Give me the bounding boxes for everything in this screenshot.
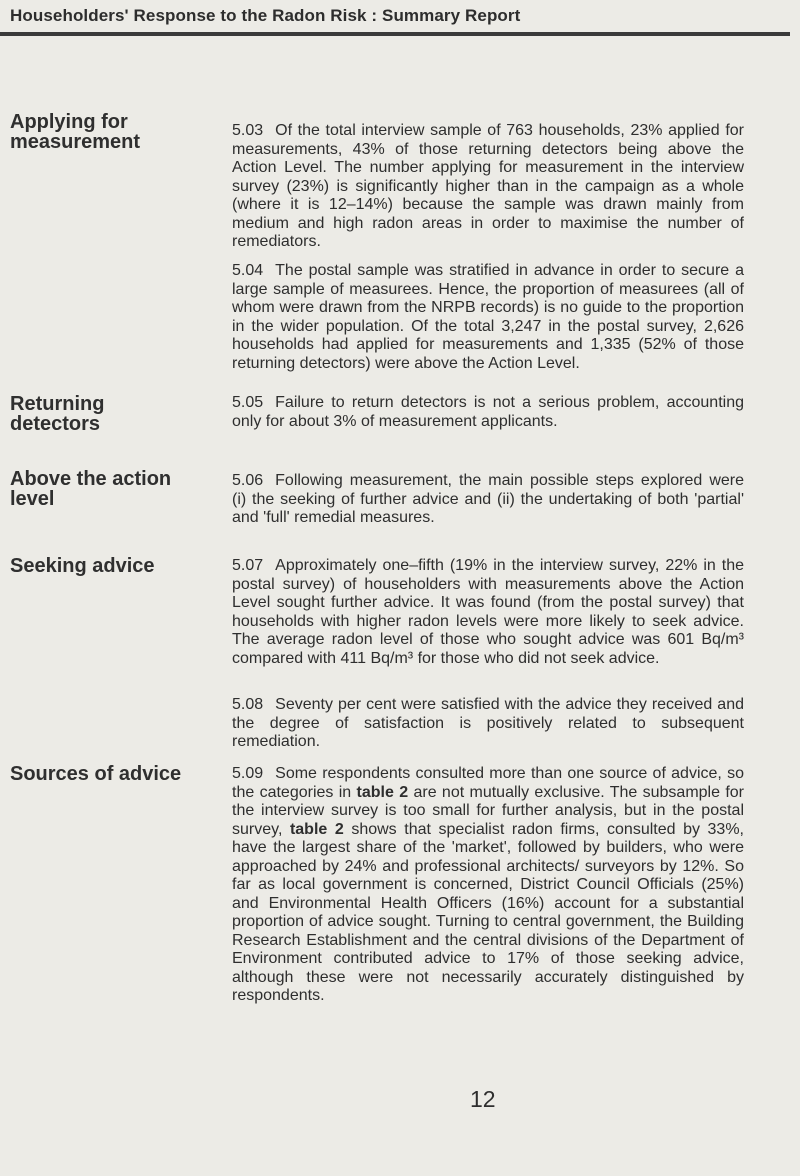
paragraph-text: Seventy per cent were satisfied with the advice they received and the degree of satisfaction is positively related to subsequent remediation. xyxy=(232,696,744,750)
paragraph-number: 5.04 xyxy=(232,262,264,279)
report-title: Householders' Response to the Radon Risk : Summary Report xyxy=(10,6,521,25)
paragraph-5-07 xyxy=(232,557,744,668)
paragraph-number: 5.05 xyxy=(232,394,264,411)
paragraph-5-09 xyxy=(232,765,744,1006)
paragraph-5-06 xyxy=(232,472,744,528)
paragraph-text: Approximately one–fifth (19% in the interview survey, 22% in the postal survey) of householders with measurements above the Action Level sought further advice. It was found (from the postal survey) that households with higher radon levels were more likely to seek advice. The average radon level of those who sought advice was 601 Bq/m³ compared with 411 Bq/m³ for those who did not seek advice. xyxy=(232,557,744,667)
paragraph-text-post: shows that specialist radon firms, consulted by 33%, have the largest share of the 'market', followed by builders, who were approached by 24% and professional architects/ surveyors by 12%. So far as local government is concerned, District Council Officials (25%) and Environmental Health Officers (16%) account for a substantial proportion of advice sought. Turning to central government, the Building Research Establishment and the central divisions of the Department of Environment contributed advice to 17% of those seeking advice, although these were not necessarily accurately distinguished by respondents. xyxy=(232,820,745,1004)
paragraph-text-pre: Some respondents consulted more than one source of advice, so the categories in xyxy=(232,765,744,801)
page-header xyxy=(0,0,800,36)
side-heading-line: Sources of advice xyxy=(10,763,182,785)
paragraph-number: 5.09 xyxy=(232,765,264,782)
side-heading-above-action xyxy=(10,469,210,509)
paragraph-5-03 xyxy=(232,122,744,252)
side-heading-returning xyxy=(10,394,210,434)
side-heading-line: Applying for xyxy=(10,111,128,133)
paragraph-text: Failure to return detectors is not a serious problem, accounting only for about 3% of measurement applicants. xyxy=(232,394,744,430)
side-heading-line: level xyxy=(10,488,55,510)
side-heading-seeking-advice xyxy=(10,556,210,576)
side-heading-line: Above the action xyxy=(10,468,172,490)
side-heading-line: Seeking advice xyxy=(10,555,155,577)
paragraph-number: 5.03 xyxy=(232,122,264,139)
paragraph-text-mid: are not mutually exclusive. The subsample for the interview survey is too small for further analysis, but in the postal survey, xyxy=(232,783,745,838)
side-heading-line: Returning xyxy=(10,393,105,415)
paragraph-5-05 xyxy=(232,394,744,431)
paragraph-5-04 xyxy=(232,262,744,373)
paragraph-number: 5.08 xyxy=(232,696,264,713)
paragraph-text: Of the total interview sample of 763 households, 23% applied for measurements, 43% of those returning detectors being above the Action Level. The number applying for measurement in the interview survey (23%) is significantly higher than in the campaign as a whole (where it is 12–14%) because the sample was drawn mainly from medium and high radon areas in order to maximise the number of remediators. xyxy=(232,122,744,250)
side-heading-line: measurement xyxy=(10,131,141,153)
side-heading-applying xyxy=(10,112,210,152)
paragraph-number: 5.07 xyxy=(232,557,264,574)
side-heading-line: detectors xyxy=(10,413,101,435)
paragraph-text: The postal sample was stratified in advance in order to secure a large sample of measurees. Hence, the proportion of measurees (all of whom were drawn from the NRPB records) is no guide to the proportion in the wider population. Of the total 3,247 in the postal survey, 2,626 households had applied for measurements and 1,335 (52% of those returning detectors) were above the Action Level. xyxy=(232,262,744,372)
page-number: 12 xyxy=(470,1086,496,1112)
paragraph-number: 5.06 xyxy=(232,472,264,489)
paragraph-5-08 xyxy=(232,696,744,752)
table-reference: table 2 xyxy=(289,820,344,838)
table-reference: table 2 xyxy=(356,783,409,801)
header-rule xyxy=(0,32,790,36)
side-heading-sources xyxy=(10,764,210,784)
paragraph-text: Following measurement, the main possible steps explored were (i) the seeking of further advice and (ii) the undertaking of both 'partial' and 'full' remedial measures. xyxy=(232,472,744,526)
